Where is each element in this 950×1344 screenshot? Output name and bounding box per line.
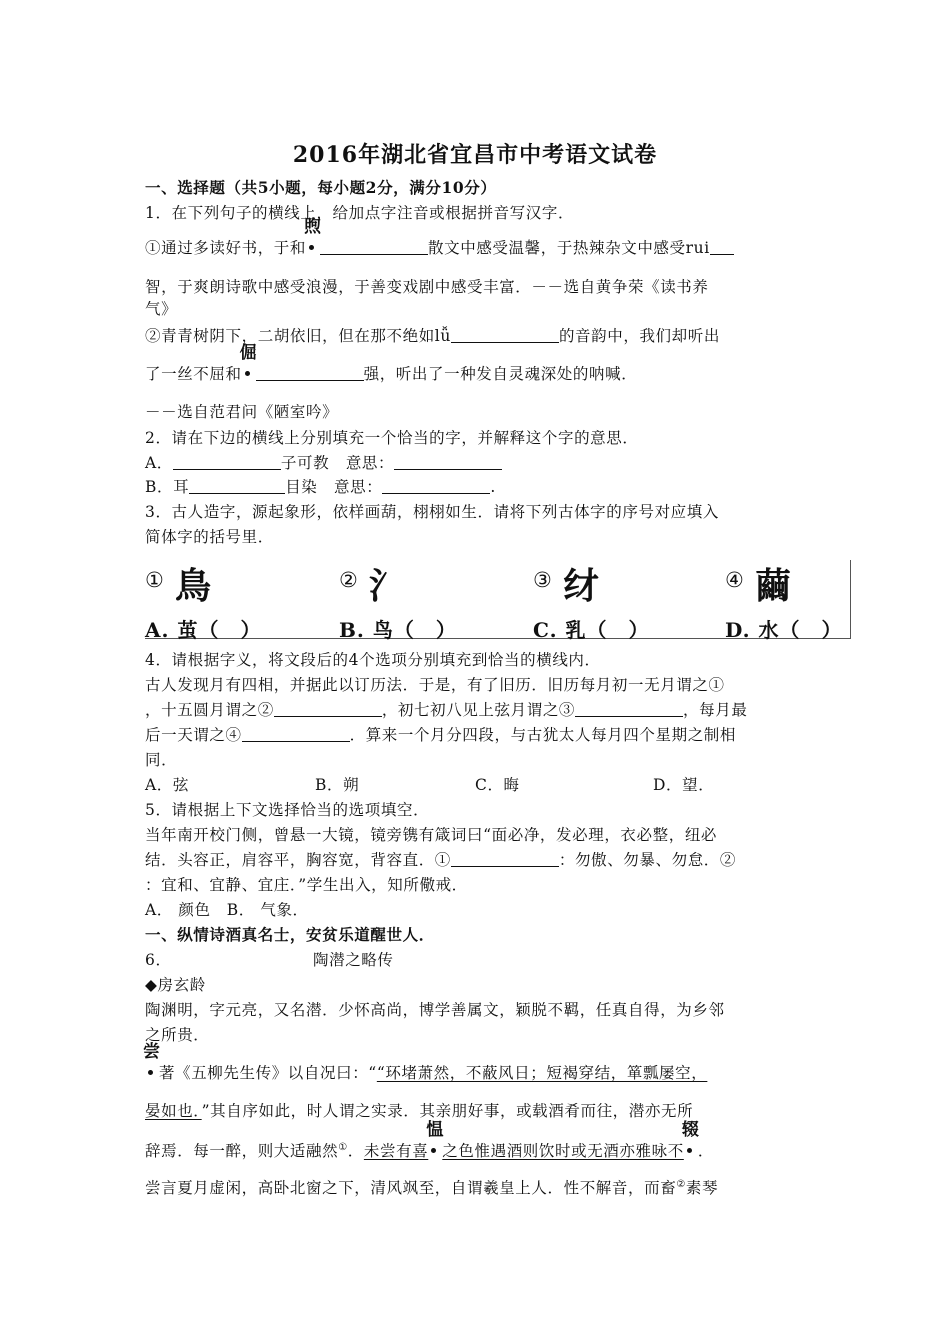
dotted-char: 辍 xyxy=(684,1142,698,1158)
q2-option-b: B．耳 目染 意思： . xyxy=(145,478,496,496)
answer-blank[interactable] xyxy=(575,701,683,717)
passage-line-2: 之所贵． xyxy=(145,1026,210,1044)
q5-line-3: ：宜和、宜静、宜庄．”学生出入，知所儆戒． xyxy=(145,876,468,894)
q3-stem-1: 3．古人造字，源起象形，依样画葫，栩栩如生．请将下列古体字的序号对应填入 xyxy=(145,503,719,521)
q4-line-4: 同． xyxy=(145,751,178,769)
match-option[interactable]: D. 水（ ） xyxy=(725,618,843,642)
q1-line-4: ②青青树阴下，二胡依旧，但在那不绝如lǚ 的音韵中，我们却听出 xyxy=(145,327,720,345)
dotted-char: 愠 xyxy=(428,1142,442,1158)
q5-stem: 5．请根据上下文选择恰当的选项填空． xyxy=(145,801,430,819)
passage-author: ◆房玄龄 xyxy=(145,976,206,994)
q4-line-1: 古人发现月有四相，并据此以订历法．于是，有了旧历．旧历每月初一无月谓之① xyxy=(145,676,725,694)
answer-blank[interactable] xyxy=(394,454,502,470)
option-a[interactable]: A．弦 xyxy=(145,776,189,794)
q3-stem-2: 简体字的括号里． xyxy=(145,528,274,546)
ancient-char-item: ② 氵 B. 鸟（ ） xyxy=(339,560,515,638)
answer-blank[interactable] xyxy=(710,239,734,255)
option-b[interactable]: B．朔 xyxy=(315,776,360,794)
q2-option-a: A． 子可教 意思： xyxy=(145,453,502,473)
answer-blank[interactable] xyxy=(382,478,490,494)
dotted-char: 煦 xyxy=(306,239,320,255)
q1-line-2: 智，于爽朗诗歌中感受浪漫，于善变戏剧中感受丰富．－－选自黄争荣《读书养 xyxy=(145,278,709,296)
answer-blank[interactable] xyxy=(173,454,281,470)
passage-line-6: 尝言夏月虚闲，高卧北窗之下，清风飒至，自谓羲皇上人．性不解音，而畜②素琴 xyxy=(145,1179,719,1197)
q5-line-1: 当年南开校门侧，曾悬一大镜，镜旁镌有箴词曰“面必净，发必理，衣必整，纽必 xyxy=(145,826,718,844)
match-option[interactable]: B. 鸟（ ） xyxy=(339,618,457,642)
q4-line-3: 后一天谓之④ ．算来一个月分四段，与古犹太人每月四个星期之制相 xyxy=(145,726,737,744)
q1-stem: 1．在下列句子的横线上，给加点字注音或根据拼音写汉字． xyxy=(145,204,575,222)
q4-stem: 4．请根据字义，将文段后的4个选项分别填充到恰当的横线内． xyxy=(145,651,601,669)
answer-blank[interactable] xyxy=(256,365,364,381)
answer-blank[interactable] xyxy=(451,851,559,867)
q1-source: －－选自范君问《陋室吟》 xyxy=(145,403,339,421)
ancient-glyph: 氵 xyxy=(369,566,406,607)
dotted-char: 倔 xyxy=(242,365,256,381)
passage-line-5: 辞焉．每一醉，则大适融然①．未尝有喜 愠 之色惟遇酒则饮时或无酒亦雅咏不 辍 ． xyxy=(145,1120,714,1160)
answer-blank[interactable] xyxy=(242,726,350,742)
passage-line-1: 陶渊明，字元亮，又名潜．少怀高尚，博学善属文，颖脱不羁，任真自得，为乡邻 xyxy=(145,1001,725,1019)
ancient-glyph: 䌶 xyxy=(563,566,600,607)
ancient-char-item: ④ 繭 D. 水（ ） xyxy=(725,560,901,638)
match-option[interactable]: C. 乳（ ） xyxy=(533,618,650,642)
answer-blank[interactable] xyxy=(451,327,559,343)
page-title: 2016年湖北省宜昌市中考语文试卷 xyxy=(292,142,658,168)
section-heading-2: 一、纵情诗酒真名士，安贫乐道醒世人． xyxy=(145,925,435,944)
ancient-char-item: ① 鳥 A. 茧（ ） xyxy=(145,560,321,638)
match-option[interactable]: A. 茧（ ） xyxy=(145,618,262,642)
q6-heading-line: 6． 陶潜之略传 xyxy=(145,951,394,969)
q1-line-3: 气》 xyxy=(145,300,178,318)
dotted-char: 尝 xyxy=(145,1064,159,1080)
passage-line-3: 尝 著《五柳先生传》以自况曰：““环堵萧然，不蔽风日；短褐穿结，箪瓢屡空， xyxy=(143,1042,708,1082)
q5-line-2: 结．头容正，肩容平，胸容宽，背容直．① ：勿傲、勿暴、勿怠．② xyxy=(145,851,737,869)
answer-blank[interactable] xyxy=(320,239,428,255)
answer-blank[interactable] xyxy=(274,701,382,717)
ancient-char-item: ③ 䌶 C. 乳（ ） xyxy=(533,560,709,638)
ancient-glyph: 鳥 xyxy=(175,566,212,607)
section-heading-1: 一、选择题（共5小题，每小题2分，满分10分） xyxy=(145,178,497,197)
q5-options: A． 颜色 B． 气象． xyxy=(145,901,309,919)
q1-line-5: 了一丝不屈和 倔 强，听出了一种发自灵魂深处的呐喊． xyxy=(145,343,638,383)
passage-line-4: 晏如也．”其自序如此，时人谓之实录．其亲朋好事，或载酒肴而往，潜亦无所 xyxy=(145,1102,694,1120)
option-d[interactable]: D．望． xyxy=(653,776,715,794)
q4-line-2: ，十五圆月谓之② ，初七初八见上弦月谓之③ ，每月最 xyxy=(145,701,748,719)
q2-stem: 2．请在下边的横线上分别填充一个恰当的字，并解释这个字的意思． xyxy=(145,429,639,447)
answer-blank[interactable] xyxy=(189,478,285,494)
option-c[interactable]: C．晦 xyxy=(475,776,520,794)
ancient-character-strip xyxy=(145,560,851,642)
passage-title: 陶潜之略传 xyxy=(313,951,394,969)
q1-line-1: ①通过多读好书，于和 煦 散文中感受温馨，于热辣杂文中感受rui xyxy=(145,238,734,258)
ancient-glyph: 繭 xyxy=(755,566,792,607)
